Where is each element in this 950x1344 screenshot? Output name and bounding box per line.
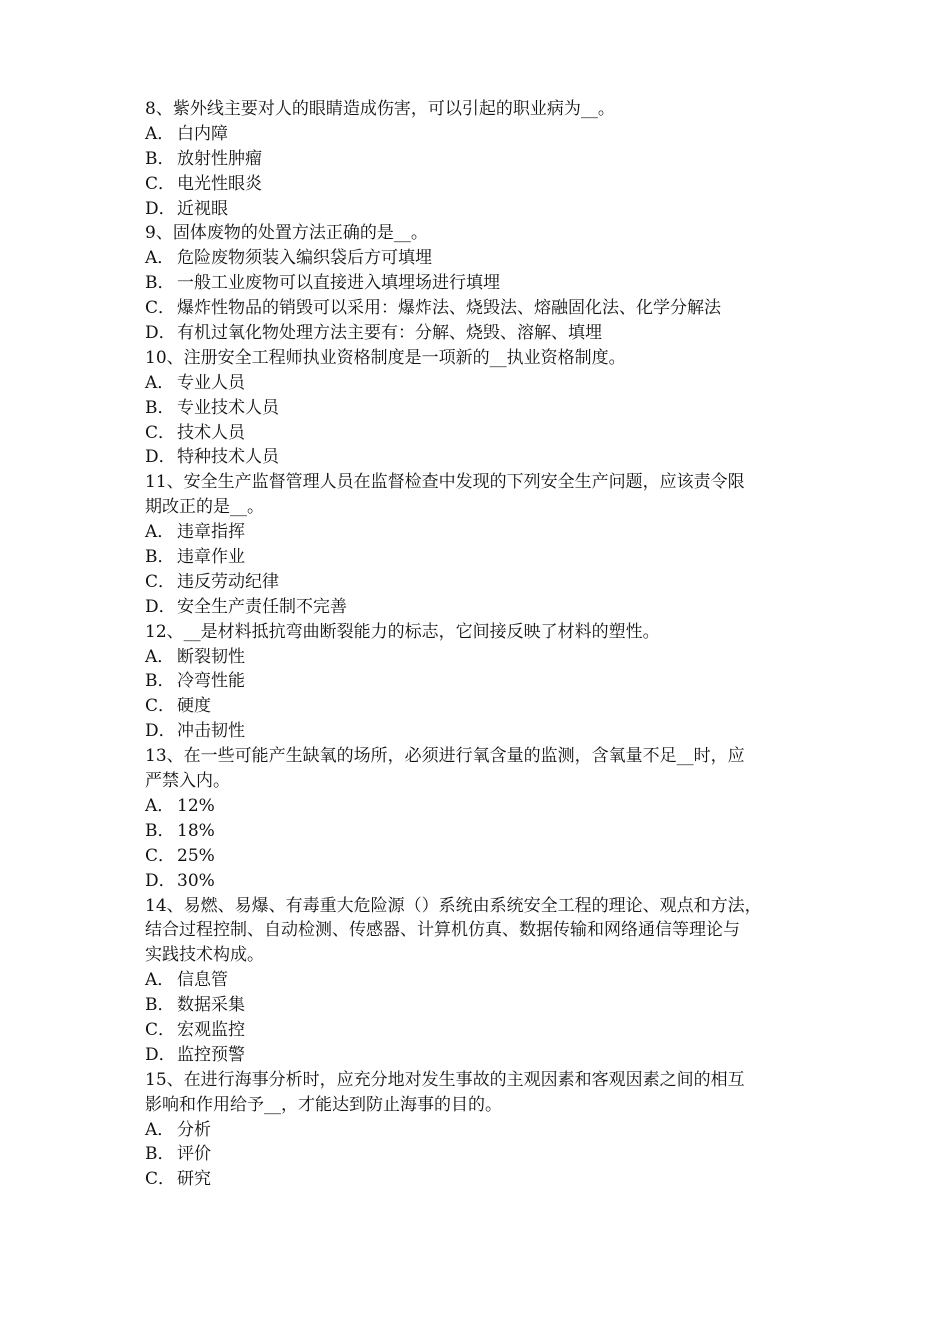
answer-option: [145, 794, 825, 819]
option-text: 研究: [177, 1169, 211, 1190]
question-stem-line: 12、__是材料抵抗弯曲断裂能力的标志，它间接反映了材料的塑性。: [145, 621, 660, 642]
option-text: 25%: [177, 845, 215, 866]
option-text: 技术人员: [177, 422, 245, 443]
question-stem-line: 8、紫外线主要对人的眼睛造成伤害，可以引起的职业病为__。: [145, 99, 615, 119]
answer-option: [145, 869, 825, 894]
question-stem-line: 结合过程控制、自动检测、传感器、计算机仿真、数据传输和网络通信等理论与: [145, 920, 740, 941]
option-label: A．: [145, 646, 175, 667]
option-label: D．: [145, 1044, 176, 1065]
option-text: 信息管: [177, 970, 228, 991]
option-text: 分析: [177, 1119, 211, 1140]
option-text: 特种技术人员: [177, 447, 279, 468]
answer-option: [145, 321, 825, 346]
answer-option: [145, 669, 825, 694]
answer-option: [145, 197, 825, 222]
question-stem-line: 14、易燃、易爆、有毒重大危险源（）系统由系统安全工程的理论、观点和方法，: [145, 895, 762, 916]
option-text: 30%: [177, 870, 215, 891]
question-stem-line: 严禁入内。: [145, 771, 230, 792]
option-label: B．: [145, 995, 175, 1016]
option-text: 12%: [177, 795, 215, 816]
option-text: 冲击韧性: [177, 721, 245, 742]
answer-option: [145, 396, 825, 421]
answer-option: [145, 122, 825, 147]
option-text: 爆炸性物品的销毁可以采用：爆炸法、烧毁法、熔融固化法、化学分解法: [177, 298, 721, 319]
option-label: B．: [145, 547, 175, 568]
question-stem-line: 13、在一些可能产生缺氧的场所，必须进行氧含量的监测，含氧量不足__时，应: [145, 746, 745, 767]
option-text: 专业技术人员: [177, 397, 279, 418]
answer-option: [145, 819, 825, 844]
option-label: C．: [145, 298, 176, 319]
option-label: A．: [145, 970, 175, 991]
option-text: 硬度: [177, 696, 211, 717]
option-text: 近视眼: [177, 198, 228, 219]
answer-option: [145, 1018, 825, 1043]
option-text: 安全生产责任制不完善: [177, 596, 347, 617]
option-text: 冷弯性能: [177, 671, 245, 692]
option-label: C．: [145, 1169, 176, 1190]
option-label: D．: [145, 870, 176, 891]
question-stem-line: 期改正的是__。: [145, 497, 264, 518]
option-label: A．: [145, 372, 175, 393]
option-label: D．: [145, 596, 176, 617]
question-stem-line: 11、安全生产监督管理人员在监督检查中发现的下列安全生产问题，应该责令限: [145, 472, 745, 493]
answer-option: [145, 570, 825, 595]
answer-option: [145, 445, 825, 470]
question-block: [145, 1068, 825, 1192]
option-label: C．: [145, 1019, 176, 1040]
option-label: B．: [145, 820, 175, 841]
question-block: [145, 620, 825, 744]
question-stem-line: 9、固体废物的处置方法正确的是__。: [145, 223, 428, 244]
question-block: [145, 894, 825, 1068]
option-text: 放射性肿瘤: [177, 148, 262, 169]
option-text: 白内障: [177, 123, 228, 144]
option-label: D．: [145, 721, 176, 742]
option-label: C．: [145, 571, 176, 592]
option-label: C．: [145, 173, 176, 194]
answer-option: [145, 246, 825, 271]
option-text: 一般工业废物可以直接进入填埋场进行填埋: [177, 273, 500, 294]
option-text: 违章指挥: [177, 522, 245, 543]
question-list: [145, 97, 825, 1192]
question-block: [145, 470, 825, 619]
option-label: C．: [145, 696, 176, 717]
answer-option: [145, 1118, 825, 1143]
answer-option: [145, 1043, 825, 1068]
answer-option: [145, 271, 825, 296]
option-label: B．: [145, 148, 175, 169]
question-stem-line: 10、注册安全工程师执业资格制度是一项新的__执业资格制度。: [145, 347, 626, 368]
option-text: 电光性眼炎: [177, 173, 262, 194]
option-text: 有机过氧化物处理方法主要有：分解、烧毁、溶解、填埋: [177, 323, 602, 344]
option-label: B．: [145, 397, 175, 418]
answer-option: [145, 296, 825, 321]
option-text: 评价: [177, 1144, 211, 1165]
answer-option: [145, 172, 825, 197]
question-block: [145, 221, 825, 345]
answer-option: [145, 968, 825, 993]
option-label: A．: [145, 123, 175, 144]
answer-option: [145, 147, 825, 172]
answer-option: [145, 694, 825, 719]
answer-option: [145, 520, 825, 545]
option-text: 18%: [177, 820, 215, 841]
option-text: 监控预警: [177, 1044, 245, 1065]
option-text: 专业人员: [177, 372, 245, 393]
option-text: 断裂韧性: [177, 646, 245, 667]
answer-option: [145, 993, 825, 1018]
option-text: 数据采集: [177, 995, 245, 1016]
question-block: [145, 346, 825, 470]
answer-option: [145, 645, 825, 670]
answer-option: [145, 1167, 825, 1192]
answer-option: [145, 545, 825, 570]
option-label: D．: [145, 323, 176, 344]
option-text: 危险废物须装入编织袋后方可填埋: [177, 248, 432, 269]
option-text: 违章作业: [177, 547, 245, 568]
option-label: B．: [145, 671, 175, 692]
answer-option: [145, 719, 825, 744]
question-block: [145, 97, 825, 221]
answer-option: [145, 371, 825, 396]
option-label: A．: [145, 522, 175, 543]
option-label: C．: [145, 845, 176, 866]
option-text: 宏观监控: [177, 1019, 245, 1040]
question-block: [145, 744, 825, 893]
option-label: A．: [145, 248, 175, 269]
answer-option: [145, 595, 825, 620]
question-stem-line: 15、在进行海事分析时，应充分地对发生事故的主观因素和客观因素之间的相互: [145, 1069, 745, 1090]
option-label: B．: [145, 273, 175, 294]
option-label: C．: [145, 422, 176, 443]
option-label: D．: [145, 447, 176, 468]
option-label: A．: [145, 1119, 175, 1140]
option-label: D．: [145, 198, 176, 219]
option-label: A．: [145, 795, 175, 816]
answer-option: [145, 421, 825, 446]
answer-option: [145, 1142, 825, 1167]
answer-option: [145, 844, 825, 869]
option-label: B．: [145, 1144, 175, 1165]
question-stem-line: 影响和作用给予__，才能达到防止海事的目的。: [145, 1094, 502, 1115]
question-stem-line: 实践技术构成。: [145, 945, 264, 966]
option-text: 违反劳动纪律: [177, 571, 279, 592]
